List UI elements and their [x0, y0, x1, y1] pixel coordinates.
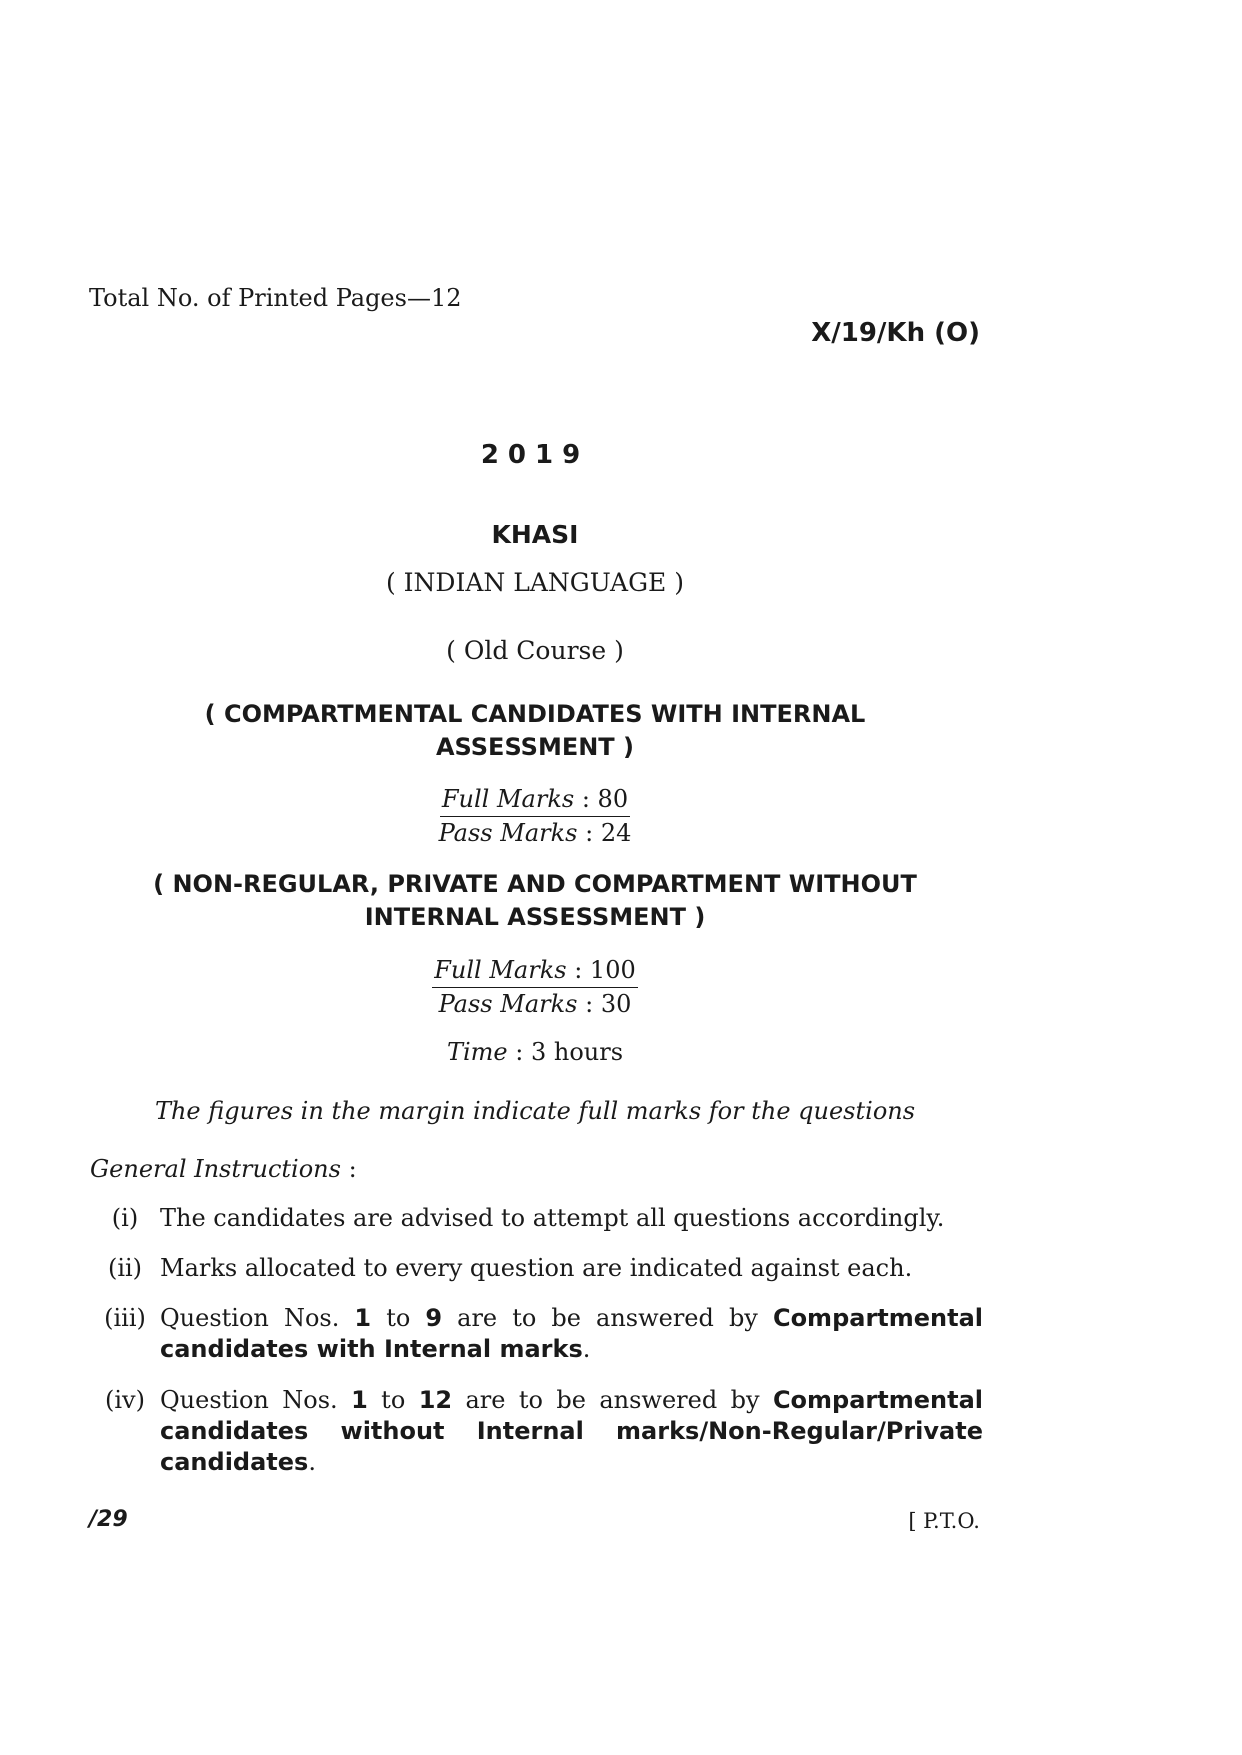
course-type: ( Old Course ) — [446, 636, 624, 665]
figures-note: The figures in the margin indicate full marks for the questions — [154, 1097, 916, 1125]
section-heading-compartmental-with-internal — [0, 698, 1070, 764]
pass-marks: Pass Marks : 30 — [438, 990, 632, 1018]
exam-year: 2019 — [480, 440, 590, 470]
full-marks: Full Marks : 100 — [432, 954, 637, 988]
subject-title: KHASI — [491, 520, 579, 549]
paper-code: X/19/Kh (O) — [811, 318, 980, 348]
instruction-number: (iv) — [105, 1386, 145, 1414]
instruction-item — [90, 1303, 983, 1365]
heading-line: ASSESSMENT ) — [435, 733, 634, 761]
full-marks: Full Marks : 80 — [440, 783, 630, 817]
printed-pages-count: Total No. of Printed Pages—12 — [89, 284, 462, 312]
instruction-item — [90, 1203, 983, 1234]
instruction-item — [90, 1253, 983, 1284]
marks-block-without-internal — [0, 954, 1070, 1021]
general-instructions-label: General Instructions : — [90, 1155, 357, 1183]
pass-marks: Pass Marks : 24 — [438, 819, 632, 847]
page-code: /29 — [89, 1507, 128, 1532]
instruction-text: The candidates are advised to attempt all questions accordingly. — [160, 1204, 945, 1232]
instruction-item — [90, 1385, 983, 1478]
instruction-number: (i) — [111, 1204, 139, 1232]
heading-line: ( COMPARTMENTAL CANDIDATES WITH INTERNAL — [204, 700, 866, 728]
instruction-text: Question Nos. 1 to 12 are to be answered by Compartmental candidates without Internal marks/Non-Regular/Private candidates. — [160, 1386, 983, 1476]
subject-subtitle: ( INDIAN LANGUAGE ) — [385, 568, 685, 597]
instruction-text: Marks allocated to every question are indicated against each. — [160, 1254, 913, 1282]
heading-line: ( NON-REGULAR, PRIVATE AND COMPARTMENT WITHOUT — [153, 870, 917, 898]
heading-line: INTERNAL ASSESSMENT ) — [364, 903, 706, 931]
please-turn-over: [ P.T.O. — [908, 1509, 980, 1533]
instruction-number: (ii) — [107, 1254, 143, 1282]
exam-time: Time : 3 hours — [446, 1038, 624, 1066]
section-heading-non-regular — [0, 868, 1070, 934]
marks-block-with-internal — [0, 783, 1070, 850]
instruction-text: Question Nos. 1 to 9 are to be answered by Compartmental candidates with Internal marks. — [160, 1304, 984, 1363]
instruction-number: (iii) — [104, 1304, 146, 1332]
